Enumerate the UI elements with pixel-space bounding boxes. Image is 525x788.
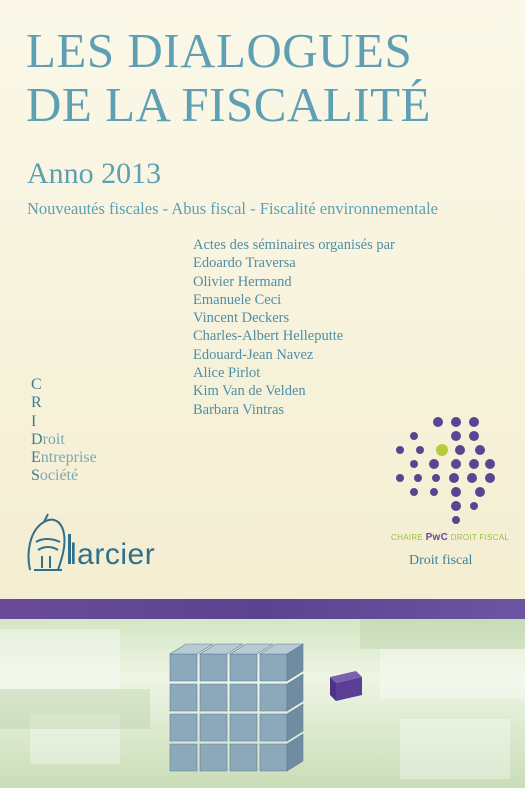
organizers-heading: Actes des séminaires organisés par xyxy=(193,237,395,253)
organizers-list xyxy=(193,236,395,419)
crides-line-i: I xyxy=(31,412,37,430)
crides-line-r: R xyxy=(31,394,42,412)
publisher-name: larcier xyxy=(70,538,156,571)
organizer-name: Kim Van de Velden xyxy=(193,383,306,400)
book-subtitle: Nouveautés fiscales - Abus fiscal - Fiscalité environnementale xyxy=(27,199,438,218)
purple-band xyxy=(0,599,525,619)
organizer-name: Barbara Vintras xyxy=(193,401,285,418)
organizer-name: Charles-Albert Helleputte xyxy=(193,328,344,345)
cube-illustration-icon xyxy=(0,619,525,788)
organizer-name: Vincent Deckers xyxy=(193,310,290,327)
crides-line-entreprise: Entreprise xyxy=(31,449,97,467)
edition-year: Anno 2013 xyxy=(27,157,162,190)
collection-crides xyxy=(31,376,97,486)
crides-line-droit: Droit xyxy=(31,430,65,448)
cover-art xyxy=(0,619,525,788)
series-name: Droit fiscal xyxy=(409,553,473,568)
crides-line-c: C xyxy=(31,376,42,393)
book-title xyxy=(26,24,431,132)
organizer-name: Edoardo Traversa xyxy=(193,255,296,272)
organizer-name: Edouard-Jean Navez xyxy=(193,346,314,363)
dot-grid-logo-icon xyxy=(390,414,508,536)
crides-line-societe: Société xyxy=(31,467,79,485)
title-line-2: DE LA FISCALITÉ xyxy=(26,77,431,132)
organizer-name: Olivier Hermand xyxy=(193,273,292,290)
organizer-name: Emanuele Ceci xyxy=(193,291,282,308)
chaire-label: CHAIRE PwC DROIT FISCAL xyxy=(391,532,510,543)
title-line-1: LES DIALOGUES xyxy=(26,23,413,78)
organizer-name: Alice Pirlot xyxy=(193,365,261,382)
